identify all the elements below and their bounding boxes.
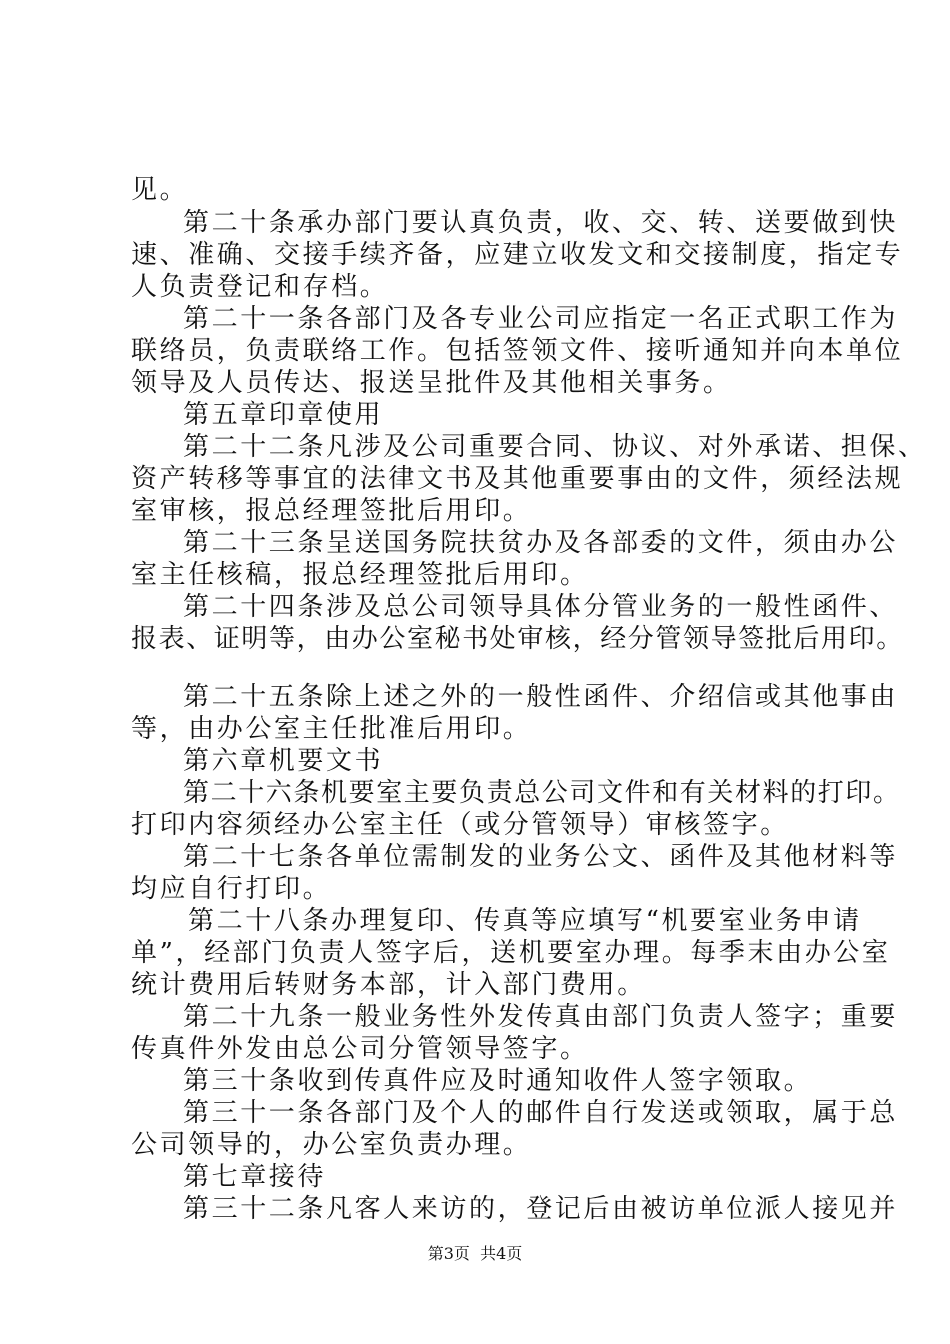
text-line: 第三十二条凡客人来访的，登记后由被访单位派人接见并 xyxy=(183,1194,899,1224)
text-line: 第三十一条各部门及个人的邮件自行发送或领取，属于总 xyxy=(183,1098,899,1128)
text-line: 领导及人员传达、报送呈批件及其他相关事务。 xyxy=(131,368,732,398)
text-line: 第二十四条涉及总公司领导具体分管业务的一般性函件、 xyxy=(183,592,899,622)
text-line: 第二十九条一般业务性外发传真由部门负责人签字；重要 xyxy=(183,1002,899,1032)
text-line: 第二十条承办部门要认真负责，收、交、转、送要做到快 xyxy=(183,208,899,238)
text-line: 打印内容须经办公室主任（或分管领导）审核签字。 xyxy=(131,810,789,840)
text-line: 第二十八条办理复印、传真等应填写“机要室业务申请 xyxy=(188,906,862,936)
text-line: 第二十二条凡涉及公司重要合同、协议、对外承诺、担保、 xyxy=(183,432,927,462)
text-line: 第二十一条各部门及各专业公司应指定一名正式职工作为 xyxy=(183,304,899,334)
text-line: 第二十五条除上述之外的一般性函件、介绍信或其他事由 xyxy=(183,682,899,712)
chapter-heading: 第五章印章使用 xyxy=(183,400,384,430)
text-line: 速、准确、交接手续齐备，应建立收发文和交接制度，指定专 xyxy=(131,240,904,270)
text-line: 室审核，报总经理签批后用印。 xyxy=(131,496,532,526)
text-line: 均应自行打印。 xyxy=(131,874,332,904)
text-line: 室主任核稿，报总经理签批后用印。 xyxy=(131,560,589,590)
chapter-heading: 第七章接待 xyxy=(183,1162,327,1192)
chapter-heading: 第六章机要文书 xyxy=(183,746,384,776)
text-line: 第二十六条机要室主要负责总公司文件和有关材料的打印。 xyxy=(183,778,901,808)
text-line: 联络员，负责联络工作。包括签领文件、接听通知并向本单位 xyxy=(131,336,904,366)
page-number-footer: 第3页 共4页 xyxy=(427,1244,523,1263)
text-line: 单”，经部门负责人签字后，送机要室办理。每季末由办公室 xyxy=(131,938,891,968)
text-line: 报表、证明等，由办公室秘书处审核，经分管领导签批后用印。 xyxy=(131,624,904,654)
text-line: 见。 xyxy=(131,175,189,205)
text-line: 人负责登记和存档。 xyxy=(131,272,389,302)
text-line: 第三十条收到传真件应及时通知收件人签字领取。 xyxy=(183,1066,813,1096)
text-line: 第二十三条呈送国务院扶贫办及各部委的文件，须由办公 xyxy=(183,528,899,558)
text-line: 统计费用后转财务本部，计入部门费用。 xyxy=(131,970,646,1000)
text-line: 等，由办公室主任批准后用印。 xyxy=(131,714,532,744)
text-line: 第二十七条各单位需制发的业务公文、函件及其他材料等 xyxy=(183,842,899,872)
text-line: 传真件外发由总公司分管领导签字。 xyxy=(131,1034,589,1064)
text-line: 公司领导的，办公室负责办理。 xyxy=(131,1130,532,1160)
text-line: 资产转移等事宜的法律文书及其他重要事由的文件，须经法规 xyxy=(131,464,904,494)
